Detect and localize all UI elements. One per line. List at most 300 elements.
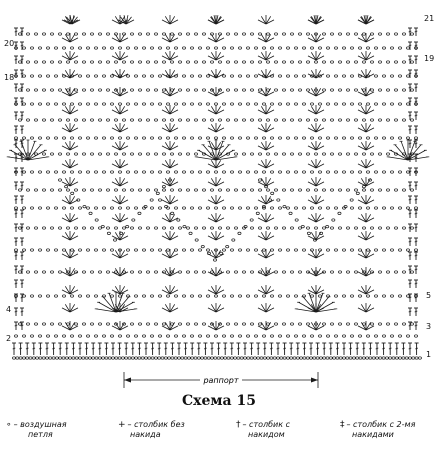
chain-stitch xyxy=(62,335,65,337)
chain-stitch xyxy=(346,323,349,325)
chain-stitch xyxy=(161,357,164,359)
chain-stitch xyxy=(362,357,365,359)
chain-stitch xyxy=(350,75,353,77)
chain-stitch xyxy=(226,245,229,247)
chain-stitch xyxy=(318,207,321,209)
chain-stitch xyxy=(310,103,313,105)
chain-stitch xyxy=(214,47,217,49)
chain-stitch xyxy=(366,137,369,139)
chain-stitch xyxy=(198,47,201,49)
double-crochet-stitch xyxy=(342,343,346,355)
chain-stitch xyxy=(362,189,365,191)
chain-stitch xyxy=(94,335,97,337)
chain-stitch xyxy=(374,137,377,139)
chain-stitch xyxy=(85,357,88,359)
chain-stitch xyxy=(78,47,81,49)
chain-stitch xyxy=(142,47,145,49)
chain-stitch xyxy=(182,75,185,77)
double-crochet-stitch xyxy=(362,343,366,355)
chain-stitch xyxy=(278,103,281,105)
double-crochet-stitch xyxy=(408,343,412,355)
chain-stitch xyxy=(75,357,78,359)
chain-stitch xyxy=(274,153,277,155)
chain-stitch xyxy=(66,119,69,121)
chain-stitch xyxy=(338,227,341,229)
chain-stitch xyxy=(154,153,157,155)
chain-stitch xyxy=(330,119,333,121)
chain-stitch xyxy=(42,119,45,121)
chain-stitch xyxy=(130,227,133,229)
chain-stitch xyxy=(378,271,381,273)
chain-stitch xyxy=(134,171,137,173)
chain-stitch xyxy=(354,189,357,191)
shell-motif xyxy=(7,140,50,160)
shell-motif xyxy=(258,267,274,276)
chain-stitch xyxy=(266,61,269,63)
chain-stitch xyxy=(88,357,91,359)
chain-stitch xyxy=(378,119,381,121)
shell-motif xyxy=(62,105,78,114)
chain-stitch xyxy=(322,227,325,229)
shell-motif xyxy=(62,195,78,204)
chain-stitch xyxy=(170,119,173,121)
double-crochet-stitch xyxy=(408,252,412,260)
chain-stitch xyxy=(394,89,397,91)
chain-stitch xyxy=(273,357,276,359)
chain-stitch xyxy=(46,103,49,105)
chain-stitch xyxy=(254,295,257,297)
chain-stitch xyxy=(243,357,246,359)
chain-stitch xyxy=(333,357,336,359)
chain-stitch xyxy=(130,153,133,155)
chain-stitch xyxy=(71,192,74,194)
chain-stitch xyxy=(286,171,289,173)
chain-stitch xyxy=(349,357,352,359)
shell-motif xyxy=(308,123,324,132)
chain-stitch xyxy=(398,295,401,297)
chain-stitch xyxy=(266,33,269,35)
chain-stitch xyxy=(306,153,309,155)
chain-stitch xyxy=(22,249,25,251)
chain-stitch xyxy=(150,335,153,337)
chain-stitch xyxy=(204,357,207,359)
chain-stitch xyxy=(102,103,105,105)
chain-stitch xyxy=(386,227,389,229)
chain-stitch xyxy=(274,61,277,63)
chain-stitch xyxy=(126,249,129,251)
chain-stitch xyxy=(282,119,285,121)
chain-stitch xyxy=(282,89,285,91)
chain-stitch xyxy=(138,61,141,63)
chain-stitch xyxy=(46,75,49,77)
chain-stitch xyxy=(50,271,53,273)
chain-stitch xyxy=(274,227,277,229)
chain-stitch xyxy=(274,323,277,325)
chain-stitch xyxy=(118,295,121,297)
chain-stitch xyxy=(158,137,161,139)
chain-stitch xyxy=(394,271,397,273)
chain-stitch xyxy=(370,323,373,325)
chain-stitch xyxy=(414,335,417,337)
shell-motif xyxy=(112,69,128,78)
chain-stitch xyxy=(46,47,49,49)
chain-stitch xyxy=(254,335,257,337)
chain-stitch xyxy=(66,89,69,91)
chain-stitch xyxy=(86,103,89,105)
chain-stitch xyxy=(177,219,180,221)
chain-stitch xyxy=(408,357,411,359)
chain-stitch xyxy=(206,75,209,77)
chain-stitch xyxy=(238,103,241,105)
chain-stitch xyxy=(226,61,229,63)
chain-stitch xyxy=(170,189,173,191)
double-crochet-stitch xyxy=(408,280,412,288)
chain-stitch xyxy=(375,357,378,359)
double-crochet-stitch xyxy=(20,210,24,218)
shell-motif xyxy=(62,303,78,312)
legend-item-treble-crochet: ‡ – столбик с 2-мя накидами xyxy=(340,420,416,439)
chain-stitch xyxy=(114,153,117,155)
chain-stitch xyxy=(398,171,401,173)
double-crochet-stitch xyxy=(91,343,95,355)
double-crochet-stitch xyxy=(355,343,359,355)
chain-stitch xyxy=(254,75,257,77)
shell-motif xyxy=(358,195,374,204)
chain-stitch xyxy=(38,47,41,49)
chain-stitch xyxy=(66,227,69,229)
chain-stitch xyxy=(102,335,105,337)
chain-stitch xyxy=(214,335,217,337)
chain-stitch xyxy=(82,227,85,229)
chain-stitch xyxy=(18,119,21,121)
chain-stitch xyxy=(158,171,161,173)
chain-stitch xyxy=(126,335,129,337)
double-crochet-stitch xyxy=(408,140,412,148)
chain-stitch xyxy=(34,323,37,325)
chain-stitch xyxy=(141,357,144,359)
chain-stitch xyxy=(178,323,181,325)
chain-stitch xyxy=(220,357,223,359)
chain-stitch xyxy=(194,89,197,91)
chain-stitch xyxy=(174,295,177,297)
chain-stitch xyxy=(52,357,55,359)
chain-stitch xyxy=(22,103,25,105)
chain-stitch xyxy=(278,295,281,297)
chain-stitch xyxy=(98,153,101,155)
chain-stitch xyxy=(258,119,261,121)
shell-motif xyxy=(112,87,128,96)
chain-stitch xyxy=(146,61,149,63)
chain-stitch xyxy=(34,227,37,229)
chain-stitch xyxy=(110,171,113,173)
chain-stitch xyxy=(110,295,113,297)
chain-stitch xyxy=(402,271,405,273)
chain-stitch xyxy=(415,357,418,359)
chain-stitch xyxy=(326,103,329,105)
chain-stitch xyxy=(170,153,173,155)
chain-stitch xyxy=(156,192,159,194)
double-crochet-stitch xyxy=(111,343,115,355)
chain-stitch xyxy=(162,61,165,63)
double-crochet-stitch xyxy=(296,343,300,355)
chain-stitch xyxy=(358,137,361,139)
chain-stitch xyxy=(214,103,217,105)
shell-motif xyxy=(308,303,324,312)
double-crochet-stitch xyxy=(144,343,148,355)
chain-stitch xyxy=(144,357,147,359)
chain-stitch xyxy=(318,171,321,173)
chain-stitch xyxy=(174,207,177,209)
double-crochet-stitch xyxy=(276,343,280,355)
chain-stitch xyxy=(406,207,409,209)
row-numbers-left xyxy=(4,39,14,343)
chain-stitch xyxy=(102,207,105,209)
chain-stitch xyxy=(111,357,114,359)
chain-stitch xyxy=(314,119,317,121)
chain-stitch xyxy=(62,47,65,49)
shell-motif xyxy=(62,159,78,168)
chain-stitch xyxy=(262,335,265,337)
chain-stitch xyxy=(110,249,113,251)
chain-stitch xyxy=(206,47,209,49)
double-crochet-stitch xyxy=(408,308,412,316)
chain-stitch xyxy=(150,295,153,297)
chain-stitch xyxy=(197,357,200,359)
double-crochet-stitch xyxy=(263,343,267,355)
chain-stitch xyxy=(142,335,145,337)
chain-stitch xyxy=(206,137,209,139)
chain-stitch xyxy=(271,192,274,194)
chain-stitch xyxy=(226,189,229,191)
chain-stitch xyxy=(50,119,53,121)
chain-stitch xyxy=(42,227,45,229)
chain-stitch xyxy=(350,249,353,251)
chain-stitch xyxy=(334,295,337,297)
chain-stitch xyxy=(270,335,273,337)
chain-stitch xyxy=(338,323,341,325)
chain-stitch xyxy=(266,89,269,91)
chain-stitch xyxy=(118,137,121,139)
chain-stitch xyxy=(122,153,125,155)
chain-stitch xyxy=(296,357,299,359)
chain-stitch xyxy=(410,33,413,35)
chain-stitch xyxy=(98,119,101,121)
chain-stitch xyxy=(222,249,225,251)
chain-stitch xyxy=(382,357,385,359)
chain-stitch xyxy=(174,335,177,337)
chain-stitch xyxy=(290,89,293,91)
chain-stitch xyxy=(290,227,293,229)
chain-stitch xyxy=(283,205,286,207)
chain-stitch xyxy=(406,137,409,139)
chain-stitch xyxy=(406,103,409,105)
chain-stitch xyxy=(102,75,105,77)
chain-stitch xyxy=(250,119,253,121)
chain-stitch xyxy=(158,47,161,49)
chain-stitch xyxy=(374,47,377,49)
chain-stitch xyxy=(186,89,189,91)
chain-stitch xyxy=(250,357,253,359)
shell-motif xyxy=(162,213,178,222)
chain-stitch xyxy=(65,185,68,187)
chain-stitch xyxy=(214,357,217,359)
chain-stitch xyxy=(334,103,337,105)
chain-stitch xyxy=(238,232,241,234)
chain-stitch xyxy=(370,189,373,191)
chain-stitch xyxy=(50,89,53,91)
chain-stitch xyxy=(298,33,301,35)
chain-stitch xyxy=(322,323,325,325)
chain-stitch xyxy=(54,249,57,251)
chain-stitch xyxy=(262,171,265,173)
chain-stitch xyxy=(326,207,329,209)
chain-stitch xyxy=(158,199,161,201)
chain-stitch xyxy=(394,189,397,191)
chain-stitch xyxy=(246,47,249,49)
chain-stitch xyxy=(34,189,37,191)
chain-stitch xyxy=(122,61,125,63)
chain-stitch xyxy=(302,47,305,49)
chain-stitch xyxy=(282,153,285,155)
shell-motif xyxy=(358,303,374,312)
chain-stitch xyxy=(98,357,101,359)
chain-stitch xyxy=(390,207,393,209)
chain-stitch xyxy=(110,75,113,77)
chain-stitch xyxy=(330,271,333,273)
chain-stitch xyxy=(162,227,165,229)
chain-stitch xyxy=(110,137,113,139)
double-crochet-stitch xyxy=(414,252,418,260)
double-crochet-stitch xyxy=(20,308,24,316)
chain-stitch xyxy=(186,61,189,63)
double-crochet-stitch xyxy=(414,182,418,190)
chain-stitch xyxy=(382,207,385,209)
chain-stitch xyxy=(94,75,97,77)
shell-motif xyxy=(162,249,178,258)
chain-stitch xyxy=(78,137,81,139)
double-crochet-stitch xyxy=(349,343,353,355)
chain-stitch xyxy=(366,171,369,173)
chain-stitch xyxy=(406,249,409,251)
chain-stitch xyxy=(198,103,201,105)
chain-stitch xyxy=(410,189,413,191)
chain-stitch xyxy=(306,357,309,359)
chain-stitch xyxy=(202,227,205,229)
double-crochet-stitch xyxy=(20,238,24,246)
chain-stitch xyxy=(135,357,138,359)
chain-stitch xyxy=(214,171,217,173)
double-crochet-stitch xyxy=(388,343,392,355)
chain-stitch xyxy=(121,357,124,359)
double-crochet-stitch xyxy=(14,126,18,134)
shell-motif xyxy=(62,231,78,240)
chain-stitch xyxy=(382,47,385,49)
chain-stitch xyxy=(54,75,57,77)
chain-stitch xyxy=(90,271,93,273)
chain-stitch xyxy=(230,75,233,77)
chain-stitch xyxy=(54,335,57,337)
chain-stitch xyxy=(122,119,125,121)
shell-motif xyxy=(62,69,78,78)
chain-stitch xyxy=(406,335,409,337)
chain-stitch xyxy=(108,357,111,359)
chain-stitch xyxy=(234,61,237,63)
chain-stitch xyxy=(258,189,261,191)
chain-stitch xyxy=(354,89,357,91)
chain-stitch xyxy=(82,323,85,325)
chain-stitch xyxy=(38,249,41,251)
chain-stitch xyxy=(267,357,270,359)
chain-stitch xyxy=(126,225,129,227)
chain-stitch xyxy=(412,357,415,359)
chain-stitch xyxy=(82,271,85,273)
chain-stitch xyxy=(106,61,109,63)
chain-stitch xyxy=(322,153,325,155)
chain-stitch xyxy=(30,103,33,105)
chain-stitch xyxy=(362,119,365,121)
double-crochet-stitch xyxy=(190,343,194,355)
shell-motif xyxy=(112,159,128,168)
shell-motif xyxy=(258,15,274,24)
shell-motif xyxy=(62,33,78,42)
chain-stitch xyxy=(59,357,62,359)
chain-stitch xyxy=(386,153,389,155)
chain-stitch xyxy=(110,207,113,209)
chain-stitch xyxy=(98,33,101,35)
chain-stitch xyxy=(359,357,362,359)
chain-stitch xyxy=(201,245,204,247)
chain-stitch xyxy=(178,189,181,191)
chain-stitch xyxy=(282,189,285,191)
chain-stitch xyxy=(386,189,389,191)
chain-stitch xyxy=(34,153,37,155)
chain-stitch xyxy=(38,171,41,173)
chain-stitch xyxy=(399,357,402,359)
chain-stitch xyxy=(350,199,353,201)
chain-stitch xyxy=(222,103,225,105)
chain-stitch xyxy=(222,295,225,297)
double-crochet-stitch xyxy=(335,343,339,355)
chain-stitch xyxy=(198,75,201,77)
chain-stitch xyxy=(74,227,77,229)
shell-motif xyxy=(62,51,78,60)
chain-stitch xyxy=(26,61,29,63)
chain-stitch xyxy=(182,47,185,49)
chain-stitch xyxy=(342,171,345,173)
chain-stitch xyxy=(170,61,173,63)
chain-stitch xyxy=(182,103,185,105)
chain-stitch xyxy=(250,33,253,35)
chain-stitch xyxy=(82,153,85,155)
chain-stitch xyxy=(402,227,405,229)
double-crochet-stitch xyxy=(131,343,135,355)
chain-stitch xyxy=(250,323,253,325)
chain-stitch xyxy=(74,61,77,63)
chain-stitch xyxy=(174,249,177,251)
chain-stitch xyxy=(266,119,269,121)
chain-stitch xyxy=(338,153,341,155)
chain-stitch xyxy=(58,61,61,63)
chain-stitch xyxy=(134,335,137,337)
chain-stitch xyxy=(366,207,369,209)
chain-stitch xyxy=(398,207,401,209)
chain-stitch xyxy=(206,171,209,173)
chain-stitch xyxy=(46,207,49,209)
double-crochet-stitch xyxy=(14,280,18,288)
chain-stitch xyxy=(22,357,25,359)
chain-stitch xyxy=(54,47,57,49)
chain-stitch xyxy=(342,75,345,77)
